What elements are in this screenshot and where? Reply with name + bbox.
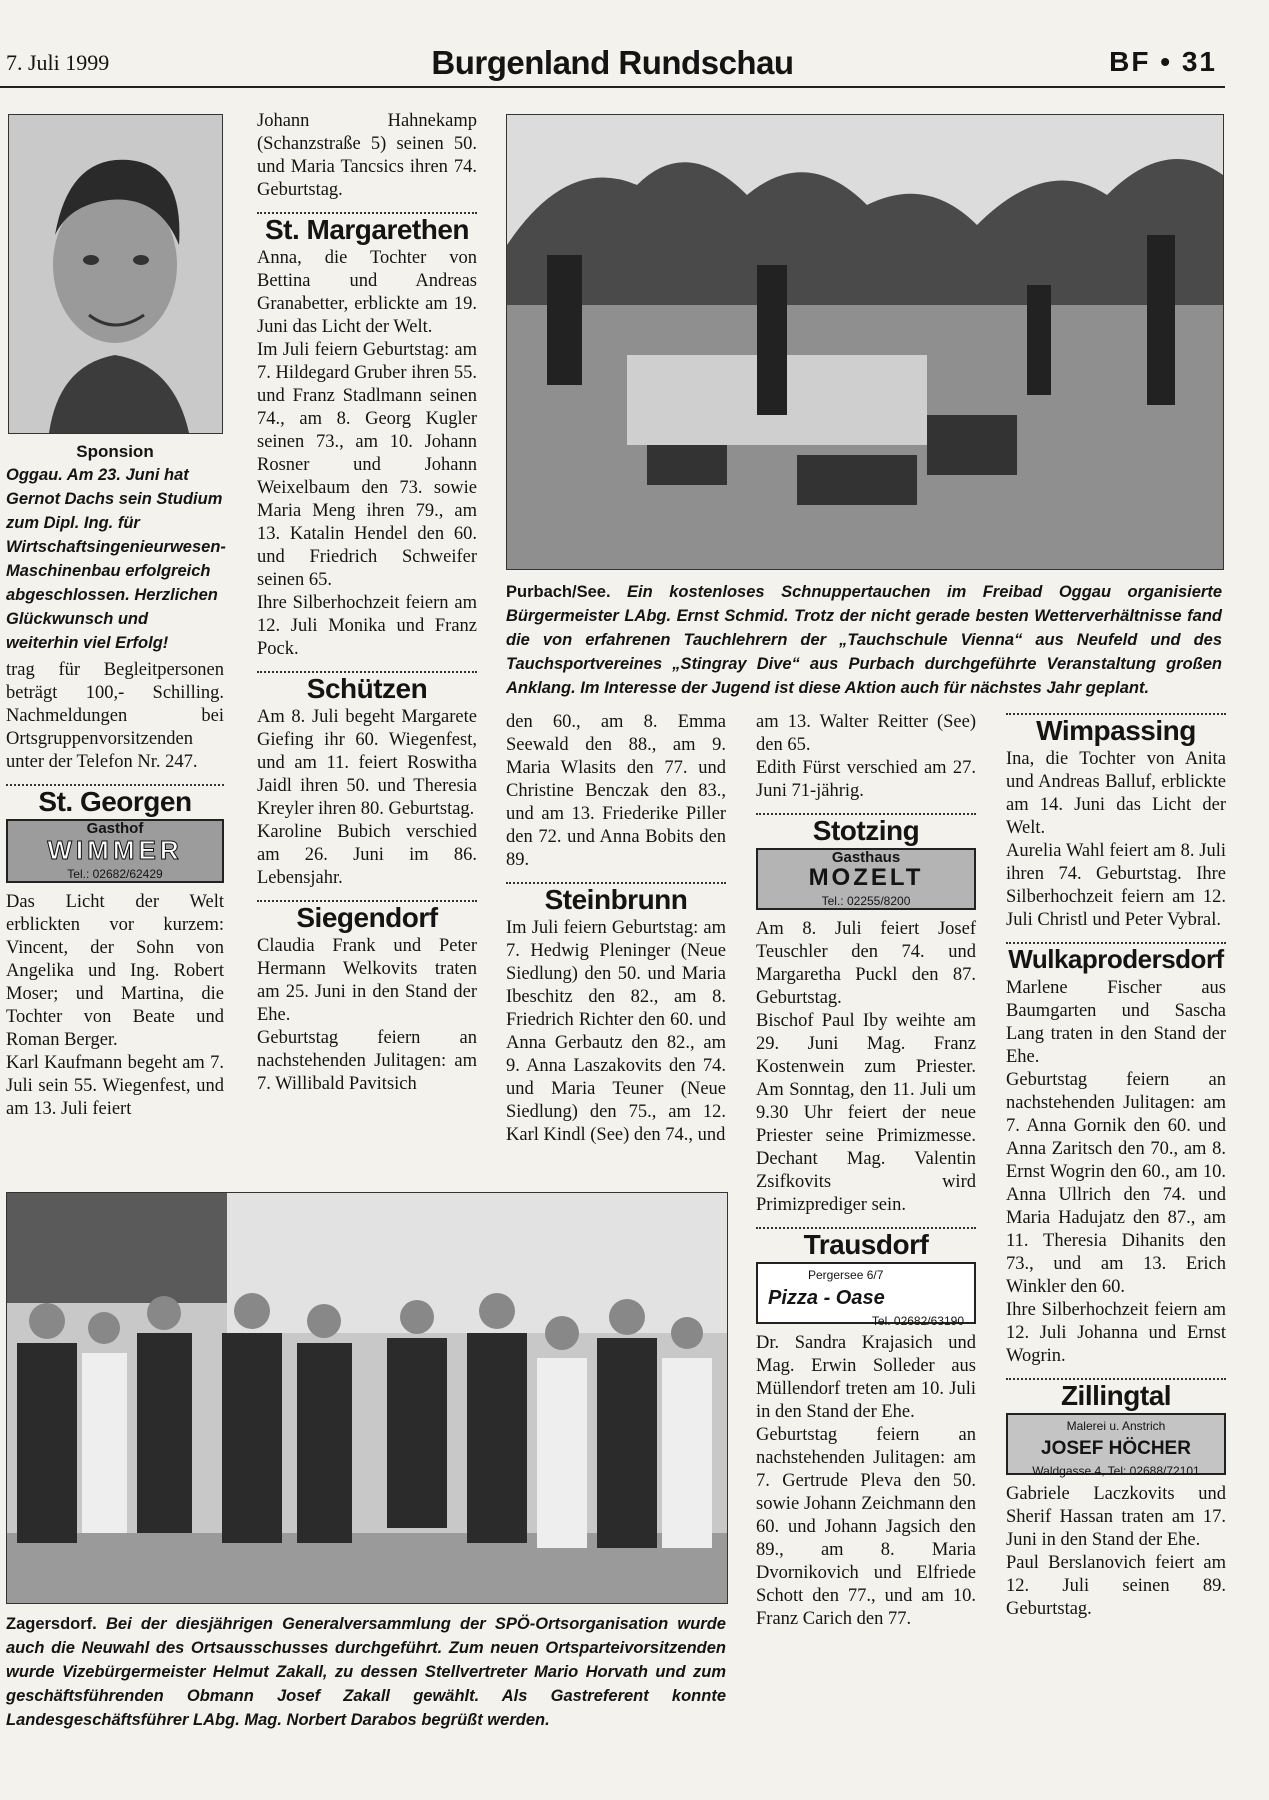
zagersdorf-group-photo: [6, 1192, 728, 1604]
col4-intro-2: Edith Fürst verschied am 27. Juni 71-jährig.: [756, 758, 976, 801]
ad-tel: Tel. 02682/63190: [871, 1314, 964, 1328]
col4-intro-1: am 13. Walter Reitter (See) den 65.: [756, 712, 976, 755]
column-5: [1006, 711, 1226, 1621]
trausdorf-paragraph-2: Geburtstag feiern an nachstehenden Julitagen: am 7. Gertrude Pleva den 50. sowie Johann Zeichmann den 60. und Johann Jagsich den 89., am 8. Maria Dvornikovich und Elfriede Schott den 77., und am 10. Franz Carich den 77.: [756, 1425, 976, 1629]
ad-label: Gasthaus: [831, 849, 901, 866]
section-heading-st-georgen: St. Georgen: [38, 786, 192, 817]
page-header: [0, 40, 1225, 88]
siegendorf-paragraph-1: Claudia Frank und Peter Hermann Welkovits traten am 25. Juni in den Stand der Ehe.: [257, 936, 477, 1025]
section-heading-stotzing: Stotzing: [812, 815, 920, 846]
sponsion-text: Oggau. Am 23. Juni hat Gernot Dachs sein Studium zum Dipl. Ing. für Wirtschaftsingenieurwesen-Maschinenbau erfolgreich abgeschlossen. Herzlichen Glückwunsch und weiterhin viel Erfolg!: [6, 466, 226, 652]
ad-name: MOZELT: [808, 864, 924, 891]
siegendorf-paragraph-2: Geburtstag feiern an nachstehenden Julitagen: am 7. Willibald Pavitsich: [257, 1028, 477, 1094]
trausdorf-paragraph-1: Dr. Sandra Krajasich und Mag. Erwin Solleder aus Müllendorf treten am 10. Juli in den Stand der Ehe.: [756, 1333, 976, 1422]
schuetzen-paragraph-1: Am 8. Juli begeht Margarete Giefing ihr 60. Wiegenfest, und am 11. feiert Roswitha Jaidl ihren 50. und Theresia Kreyler ihren 80. Geburtstag.: [257, 707, 477, 819]
column-2: [257, 110, 477, 1096]
ad-street: Pergersee 6/7: [808, 1268, 884, 1282]
stotzing-paragraph-2: Bischof Paul Iby weihte am 29. Juni Mag. Franz Kostenwein zum Priester. Am Sonntag, den 11. Juli um 9.30 Uhr feiert der neue Priester seine Primizmesse. Dechant Mag. Valentin Zsifkovits wird Primizprediger sein.: [756, 1011, 976, 1215]
ad-label: Gasthof: [86, 820, 144, 837]
wulkaprodersdorf-paragraph-3: Ihre Silberhochzeit feiern am 12. Juli Johanna und Ernst Wogrin.: [1006, 1300, 1226, 1366]
st-georgen-paragraph-1: Das Licht der Welt erblickten vor kurzem: Vincent, der Sohn von Angelika und Ing. Robert Moser; und Martina, die Tochter von Beate und Roman Berger.: [6, 892, 224, 1050]
page-number: BF • 31: [1109, 46, 1217, 77]
ad-label: Malerei u. Anstrich: [1066, 1419, 1166, 1433]
ad-tel: Waldgasse 4, Tel: 02688/72101: [1032, 1464, 1200, 1478]
col3-intro: den 60., am 8. Emma Seewald den 88., am 9. Maria Wlasits den 77. und Christine Benczak den 83., und am 13. Friederike Piller den 72. und Anna Bobits den 89.: [506, 712, 726, 870]
zagersdorf-caption-place: Zagersdorf.: [6, 1615, 97, 1633]
issue-date: 7. Juli 1999: [6, 50, 110, 75]
section-heading-trausdorf: Trausdorf: [803, 1229, 929, 1260]
zagersdorf-caption-text: Bei der diesjährigen Generalversammlung der SPÖ-Ortsorganisation wurde auch die Neuwahl des Ortsausschusses durchgeführt. Zum neuen Ortsparteivorsitzenden wurde Vizebürgermeister Helmut Zakall, zu dessen Stellvertreter Mario Horvath und zum geschäftsführenden Obmann Josef Zakall gewählt. Als Gastreferent konnte Landesgeschäftsführer LAbg. Mag. Norbert Darabos begrüßt werden.: [6, 1615, 726, 1729]
st-georgen-paragraph-2: Karl Kaufmann begeht am 7. Juli sein 55. Wiegenfest, und am 13. Juli feiert: [6, 1053, 224, 1119]
ad-josef-hoecher: [1006, 1413, 1226, 1478]
purbach-caption-place: Purbach/See.: [506, 583, 611, 601]
st-margarethen-paragraph-3: Ihre Silberhochzeit feiern am 12. Juli Monika und Franz Pock.: [257, 593, 477, 659]
wulkaprodersdorf-paragraph-1: Marlene Fischer aus Baumgarten und Sascha Lang traten in den Stand der Ehe.: [1006, 978, 1226, 1067]
ad-gasthaus-mozelt: [756, 848, 976, 910]
section-heading-schuetzen: Schützen: [306, 673, 428, 704]
zillingtal-paragraph-1: Gabriele Laczkovits und Sherif Hassan traten am 17. Juni in den Stand der Ehe.: [1006, 1484, 1226, 1550]
column-4: [756, 711, 976, 1631]
col1-paragraph: trag für Begleitpersonen beträgt 100,- Schilling. Nachmeldungen bei Ortsgruppenvorsitzenden unter der Telefon Nr. 247.: [6, 660, 224, 772]
wimpassing-paragraph-2: Aurelia Wahl feiert am 8. Juli ihren 74. Geburtstag. Ihre Silberhochzeit feiern am 12. Juli Christl und Peter Vybral.: [1006, 841, 1226, 930]
st-margarethen-paragraph-2: Im Juli feiern Geburtstag: am 7. Hildegard Gruber ihren 55. und Franz Stadlmann seinen 74., am 8. Georg Kugler seinen 73., am 10. Johann Rosner und Johann Weixelbaum den 73. sowie Maria Meng ihren 79., am 13. Katalin Hendel den 60. und Friedrich Schweifer seinen 65.: [257, 340, 477, 590]
stotzing-paragraph-1: Am 8. Juli feiert Josef Teuschler den 74. und Margaretha Puckl den 87. Geburtstag.: [756, 919, 976, 1008]
ad-gasthof-wimmer: [6, 819, 224, 883]
section-heading-wulkaprodersdorf: Wulkaprodersdorf: [1008, 944, 1224, 974]
sponsion-heading: Sponsion: [76, 442, 154, 461]
st-margarethen-paragraph-1: Anna, die Tochter von Bettina und Andreas Granabetter, erblickte am 19. Juni das Licht der Welt.: [257, 248, 477, 337]
zagersdorf-caption: [6, 1612, 726, 1732]
ad-tel: Tel.: 02255/8200: [821, 894, 911, 908]
zillingtal-paragraph-2: Paul Berslanovich feiert am 12. Juli seinen 89. Geburtstag.: [1006, 1553, 1226, 1619]
purbach-caption: [506, 580, 1222, 700]
group-photo-icon: [7, 1193, 727, 1603]
schuetzen-paragraph-2: Karoline Bubich verschied am 26. Juni im 86. Lebensjahr.: [257, 822, 477, 888]
ad-tel: Tel.: 02682/62429: [67, 867, 163, 881]
col2-intro: Johann Hahnekamp (Schanzstraße 5) seinen 50. und Maria Tancsics ihren 74. Geburtstag.: [257, 111, 477, 200]
purbach-diving-photo: [506, 114, 1224, 570]
ad-name: JOSEF HÖCHER: [1041, 1438, 1191, 1459]
section-heading-siegendorf: Siegendorf: [296, 902, 438, 933]
column-3: [506, 711, 726, 1147]
column-1: [6, 440, 224, 1121]
steinbrunn-paragraph-1: Im Juli feiern Geburtstag: am 7. Hedwig Pleninger (Neue Siedlung) den 50. und Maria Ibeschitz den 82., am 8. Friedrich Richter den 60. und Anna Gerbautz den 82., am 9. Anna Laszakovits den 74. und Maria Teuner (Neue Siedlung) den 75., am 12. Karl Kindl (See) den 74., und: [506, 918, 726, 1145]
section-heading-zillingtal: Zillingtal: [1060, 1380, 1172, 1411]
section-heading-st-margarethen: St. Margarethen: [264, 214, 470, 245]
portrait-figure-icon: [9, 115, 222, 433]
wulkaprodersdorf-paragraph-2: Geburtstag feiern an nachstehenden Julitagen: am 7. Anna Gornik den 60. und Anna Zaritsch den 70., am 8. Ernst Wogrin den 60., am 10. Anna Ullrich den 74. und Maria Hadujatz den 87., am 11. Theresia Dihanits den 73., und am 13. Erich Winkler den 60.: [1006, 1070, 1226, 1297]
ad-name: WIMMER: [47, 835, 183, 865]
purbach-caption-text: Ein kostenloses Schnuppertauchen im Freibad Oggau organisierte Bürgermeister LAbg. Ernst Schmid. Trotz der nicht gerade besten Wetterverhältnisse fand die von erfahrenen Tauchlehrern der „Tauchschule Vienna“ aus Neufeld und des Tauchsportvereines „Stingray Dive“ aus Purbach durchgeführte Veranstaltung großen Anklang. Im Interesse der Jugend ist diese Aktion auch für nächstes Jahr geplant.: [506, 583, 1222, 697]
section-heading-steinbrunn: Steinbrunn: [544, 884, 688, 915]
ad-pizza-oase: [756, 1262, 976, 1328]
ad-name: Pizza - Oase: [768, 1287, 885, 1309]
wimpassing-paragraph-1: Ina, die Tochter von Anita und Andreas Balluf, erblickte am 14. Juni das Licht der Welt.: [1006, 749, 1226, 838]
portrait-photo: [8, 114, 223, 434]
section-heading-wimpassing: Wimpassing: [1036, 715, 1196, 746]
newspaper-title: Burgenland Rundschau: [431, 44, 794, 81]
diving-scene-icon: [507, 115, 1223, 569]
